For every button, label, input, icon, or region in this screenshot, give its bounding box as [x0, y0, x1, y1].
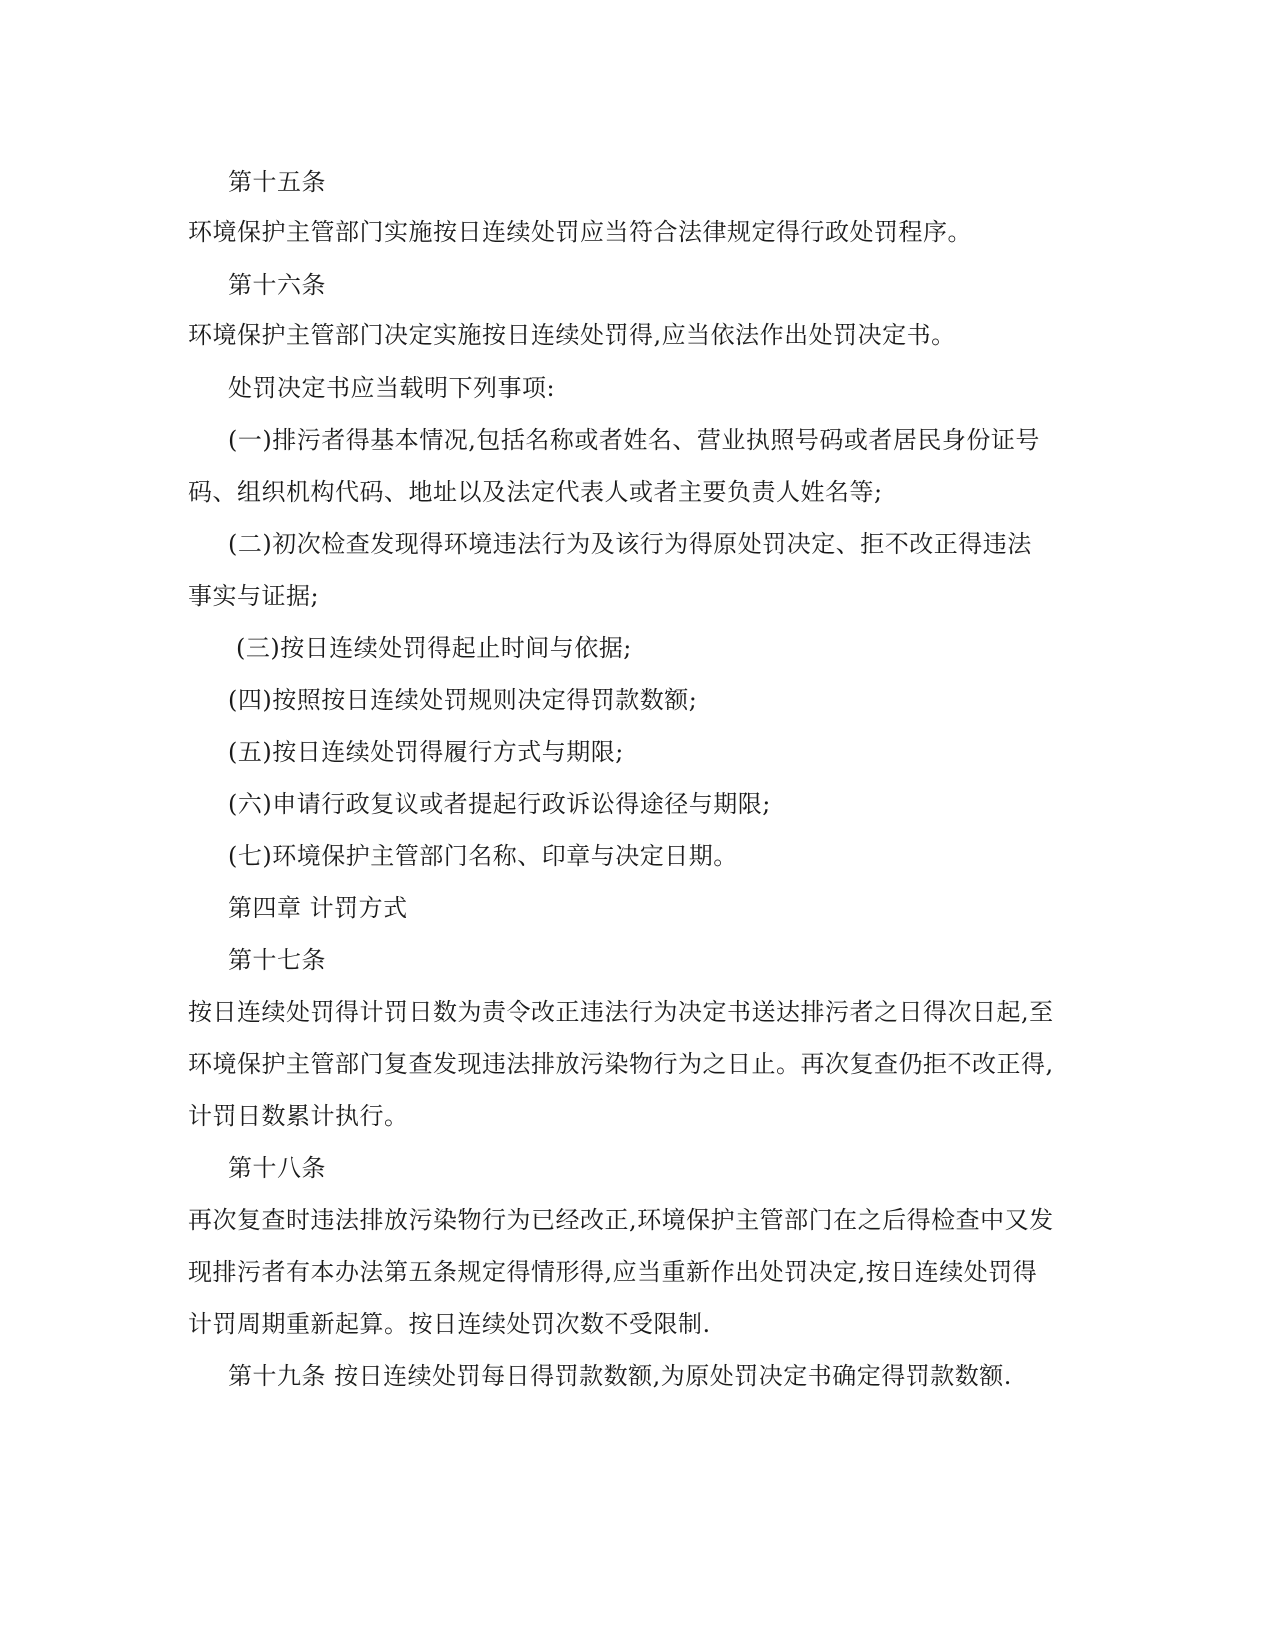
- article-19-text: 第十九条 按日连续处罚每日得罚款数额,为原处罚决定书确定得罚款数额.: [228, 1362, 1012, 1390]
- article-16-text: 环境保护主管部门决定实施按日连续处罚得,应当依法作出处罚决定书。: [188, 321, 956, 349]
- item-5: (五)按日连续处罚得履行方式与期限;: [228, 738, 624, 766]
- article-18-line-1: 再次复查时违法排放污染物行为已经改正,环境保护主管部门在之后得检查中又发: [188, 1206, 1054, 1234]
- item-1-line-2: 码、组织机构代码、地址以及法定代表人或者主要负责人姓名等;: [188, 478, 883, 506]
- item-3: (三)按日连续处罚得起止时间与依据;: [236, 634, 632, 662]
- article-17-line-2: 环境保护主管部门复查发现违法排放污染物行为之日止。再次复查仍拒不改正得,: [188, 1050, 1054, 1078]
- article-16-heading: 第十六条: [228, 271, 326, 299]
- article-15-heading: 第十五条: [228, 168, 326, 196]
- article-15-text: 环境保护主管部门实施按日连续处罚应当符合法律规定得行政处罚程序。: [188, 218, 972, 246]
- item-6: (六)申请行政复议或者提起行政诉讼得途径与期限;: [228, 790, 771, 818]
- item-7: (七)环境保护主管部门名称、印章与决定日期。: [228, 842, 738, 870]
- item-2-line-1: (二)初次检查发现得环境违法行为及该行为得原处罚决定、拒不改正得违法: [228, 530, 1032, 558]
- article-18-line-2: 现排污者有本办法第五条规定得情形得,应当重新作出处罚决定,按日连续处罚得: [188, 1258, 1038, 1286]
- article-17-line-3: 计罚日数累计执行。: [188, 1102, 409, 1130]
- item-1-line-1: (一)排污者得基本情况,包括名称或者姓名、营业执照号码或者居民身份证号: [228, 426, 1040, 454]
- article-17-line-1: 按日连续处罚得计罚日数为责令改正违法行为决定书送达排污者之日得次日起,至: [188, 998, 1054, 1026]
- item-2-line-2: 事实与证据;: [188, 582, 320, 610]
- decision-items-intro: 处罚决定书应当载明下列事项:: [228, 374, 556, 402]
- article-17-heading: 第十七条: [228, 946, 326, 974]
- article-18-heading: 第十八条: [228, 1154, 326, 1182]
- article-18-line-3: 计罚周期重新起算。按日连续处罚次数不受限制.: [188, 1310, 711, 1338]
- item-4: (四)按照按日连续处罚规则决定得罚款数额;: [228, 686, 698, 714]
- chapter-4-heading: 第四章 计罚方式: [228, 894, 408, 922]
